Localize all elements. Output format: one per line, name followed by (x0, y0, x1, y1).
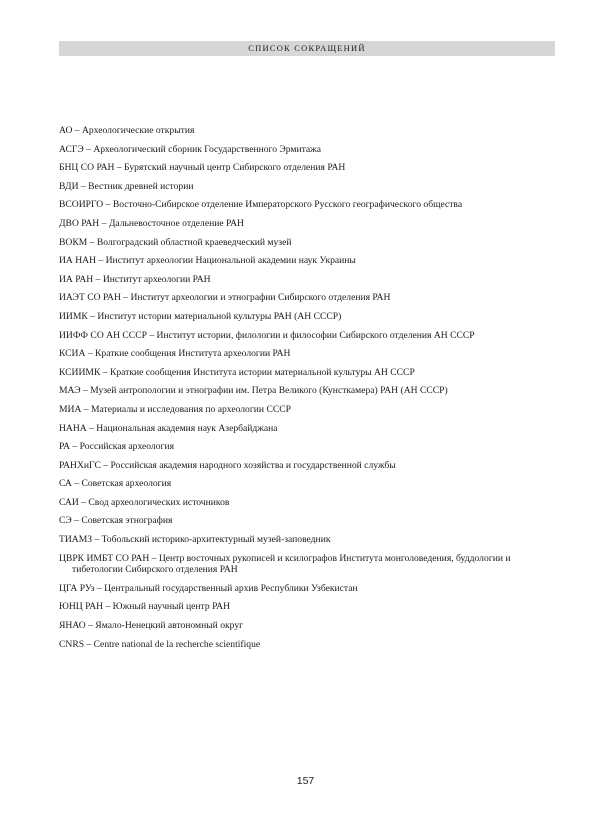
abbreviation-item: БНЦ СО РАН – Бурятский научный центр Сибирского отделения РАН (59, 162, 346, 174)
abbreviation-item: КСИА – Краткие сообщения Института археологии РАН (59, 348, 291, 360)
abbreviation-item: МИА – Материалы и исследования по археологии СССР (59, 403, 291, 415)
abbreviation-item: НАНА – Национальная академия наук Азербайджана (59, 422, 278, 434)
abbreviation-item: ЮНЦ РАН – Южный научный центр РАН (59, 601, 231, 613)
abbreviation-item: ИАЭТ СО РАН – Институт археологии и этнографии Сибирского отделения РАН (59, 292, 391, 304)
abbreviation-item: ВДИ – Вестник древней истории (59, 180, 194, 192)
abbreviation-item: ДВО РАН – Дальневосточное отделение РАН (59, 217, 244, 229)
section-title: СПИСОК СОКРАЩЕНИЙ (248, 43, 366, 54)
abbreviation-list (59, 125, 559, 657)
abbreviation-item: СА – Советская археология (59, 478, 172, 490)
abbreviation-item: CNRS – Centre national de la recherche scientifique (59, 638, 261, 650)
abbreviation-item: ЦГА РУз – Центральный государственный архив Республики Узбекистан (59, 582, 358, 594)
abbreviation-item: ИА НАН – Институт археологии Национальной академии наук Украины (59, 255, 356, 267)
abbreviation-item: ЯНАО – Ямало-Ненецкий автономный округ (59, 619, 244, 631)
abbreviation-item: ТИАМЗ – Тобольский историко-архитектурный музей-заповедник (59, 534, 331, 546)
abbreviation-item: ИИМК – Институт истории материальной культуры РАН (АН СССР) (59, 310, 342, 322)
abbreviation-item: РАНХиГС – Российская академия народного хозяйства и государственной службы (59, 459, 396, 471)
abbreviation-item: ИА РАН – Институт археологии РАН (59, 273, 211, 285)
abbreviation-item: ВОКМ – Волгоградский областной краеведческий музей (59, 236, 292, 248)
abbreviation-item: РА – Российская археология (59, 441, 174, 453)
abbreviation-item: ИИФФ СО АН СССР – Институт истории, филологии и философии Сибирского отделения АН СССР (59, 329, 475, 341)
abbreviation-item: СЭ – Советская этнография (59, 515, 173, 527)
section-header-bar (59, 41, 555, 56)
abbreviation-item: КСИИМК – Краткие сообщения Института истории материальной культуры АН СССР (59, 366, 415, 378)
abbreviation-item: АСГЭ – Археологический сборник Государственного Эрмитажа (59, 143, 322, 155)
page-number: 157 (296, 775, 315, 787)
abbreviation-item: АО – Археологические открытия (59, 125, 195, 136)
abbreviation-item: ЦВРК ИМБТ СО РАН – Центр восточных рукописей и ксилографов Института монголоведения, буддологии и тибетологии Сибирского отделения РАН (59, 552, 511, 576)
abbreviation-item: ВСОИРГО – Восточно-Сибирское отделение Императорского Русского географического общества (59, 199, 463, 211)
abbreviation-item: САИ – Свод археологических источников (59, 496, 230, 508)
abbreviation-item: МАЭ – Музей антропологии и этнографии им. Петра Великого (Кунсткамера) РАН (АН СССР) (59, 385, 448, 397)
